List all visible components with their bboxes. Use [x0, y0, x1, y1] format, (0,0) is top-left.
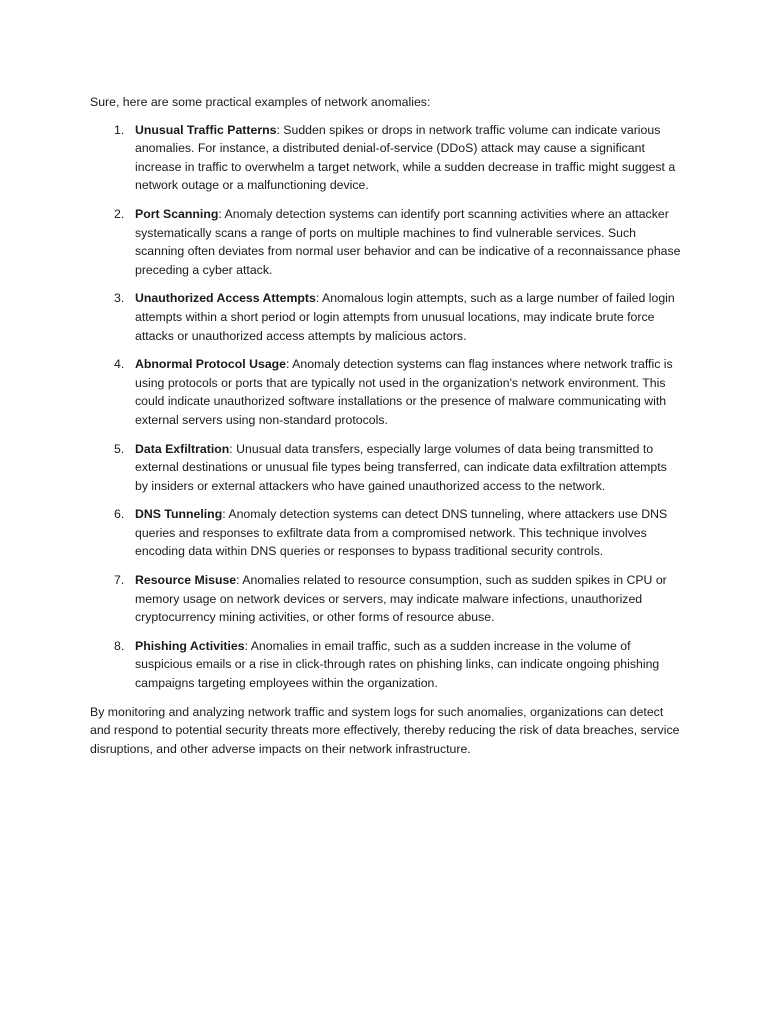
list-item [90, 205, 682, 279]
list-term: Data Exfiltration [135, 441, 230, 456]
list-term: Resource Misuse [135, 573, 237, 588]
list-text: : Anomaly detection systems can identify port scanning activities where an attacker systematically scans a range of ports on multiple machines to find vulnerable services. Such scanning often deviates from normal user behavior and can be indicative of a reconnaissance phase preceding a cyber attack. [135, 206, 681, 277]
list-text: : Anomalies related to resource consumption, such as sudden spikes in CPU or memory usage on network devices or servers, may indicate malware infections, unauthorized cryptocurrency mining activities, or other forms of resource abuse. [135, 573, 667, 625]
list-number: 1. [114, 122, 125, 137]
list-text: : Anomalous login attempts, such as a large number of failed login attempts within a short period or login attempts from unusual locations, may indicate brute force attacks or unauthorized access attempts by malicious actors. [135, 291, 675, 343]
list-term: Abnormal Protocol Usage [135, 357, 287, 372]
list-term: Phishing Activities [135, 638, 245, 653]
list-number: 7. [114, 573, 125, 588]
list-number: 5. [114, 441, 125, 456]
list-term: Unusual Traffic Patterns [135, 122, 277, 137]
list-item [90, 505, 682, 561]
list-text: : Unusual data transfers, especially large volumes of data being transmitted to external destinations or unusual file types being transferred, can indicate data exfiltration attempts by insiders or external attackers who have gained unauthorized access to the network. [135, 441, 667, 493]
anomaly-list [90, 121, 682, 693]
list-text: : Anomaly detection systems can detect DNS tunneling, where attackers use DNS queries and responses to exfiltrate data from a compromised network. This technique involves encoding data within DNS queries or responses to bypass traditional security controls. [135, 507, 668, 559]
list-text: : Anomalies in email traffic, such as a sudden increase in the volume of suspicious emails or a rise in click-through rates on phishing links, can indicate ongoing phishing campaigns targeting employees within the organization. [135, 638, 660, 691]
list-term: Unauthorized Access Attempts [135, 291, 316, 306]
list-term: Port Scanning [135, 206, 219, 221]
list-text: : Anomaly detection systems can flag instances where network traffic is using protocols or ports that are typically not used in the organization's network environment. This could indicate unauthorized software installations or the presence of malware communicating with external servers using non-standard protocols. [135, 357, 673, 427]
list-item [90, 571, 682, 627]
list-item [90, 637, 682, 693]
closing-paragraph: By monitoring and analyzing network traffic and system logs for such anomalies, organizations can detect and respond to potential security threats more effectively, thereby reducing the risk of data breaches, service disruptions, and other adverse impacts on their network infrastructure. [90, 704, 680, 756]
list-number: 4. [114, 357, 125, 372]
list-item [90, 355, 682, 429]
list-number: 8. [114, 638, 125, 653]
list-item [90, 289, 682, 345]
list-item [90, 440, 682, 496]
list-text: : Sudden spikes or drops in network traffic volume can indicate various anomalies. For instance, a distributed denial-of-service (DDoS) attack may cause a significant increase in traffic to overwhelm a target network, while a sudden decrease in traffic might suggest a network outage or a malfunctioning device. [135, 122, 676, 193]
list-number: 6. [114, 507, 125, 522]
list-term: DNS Tunneling [135, 507, 223, 522]
list-number: 2. [114, 206, 125, 221]
list-number: 3. [114, 291, 125, 306]
intro-paragraph: Sure, here are some practical examples of network anomalies: [90, 95, 431, 109]
list-item [90, 121, 682, 195]
document-page [90, 93, 682, 758]
